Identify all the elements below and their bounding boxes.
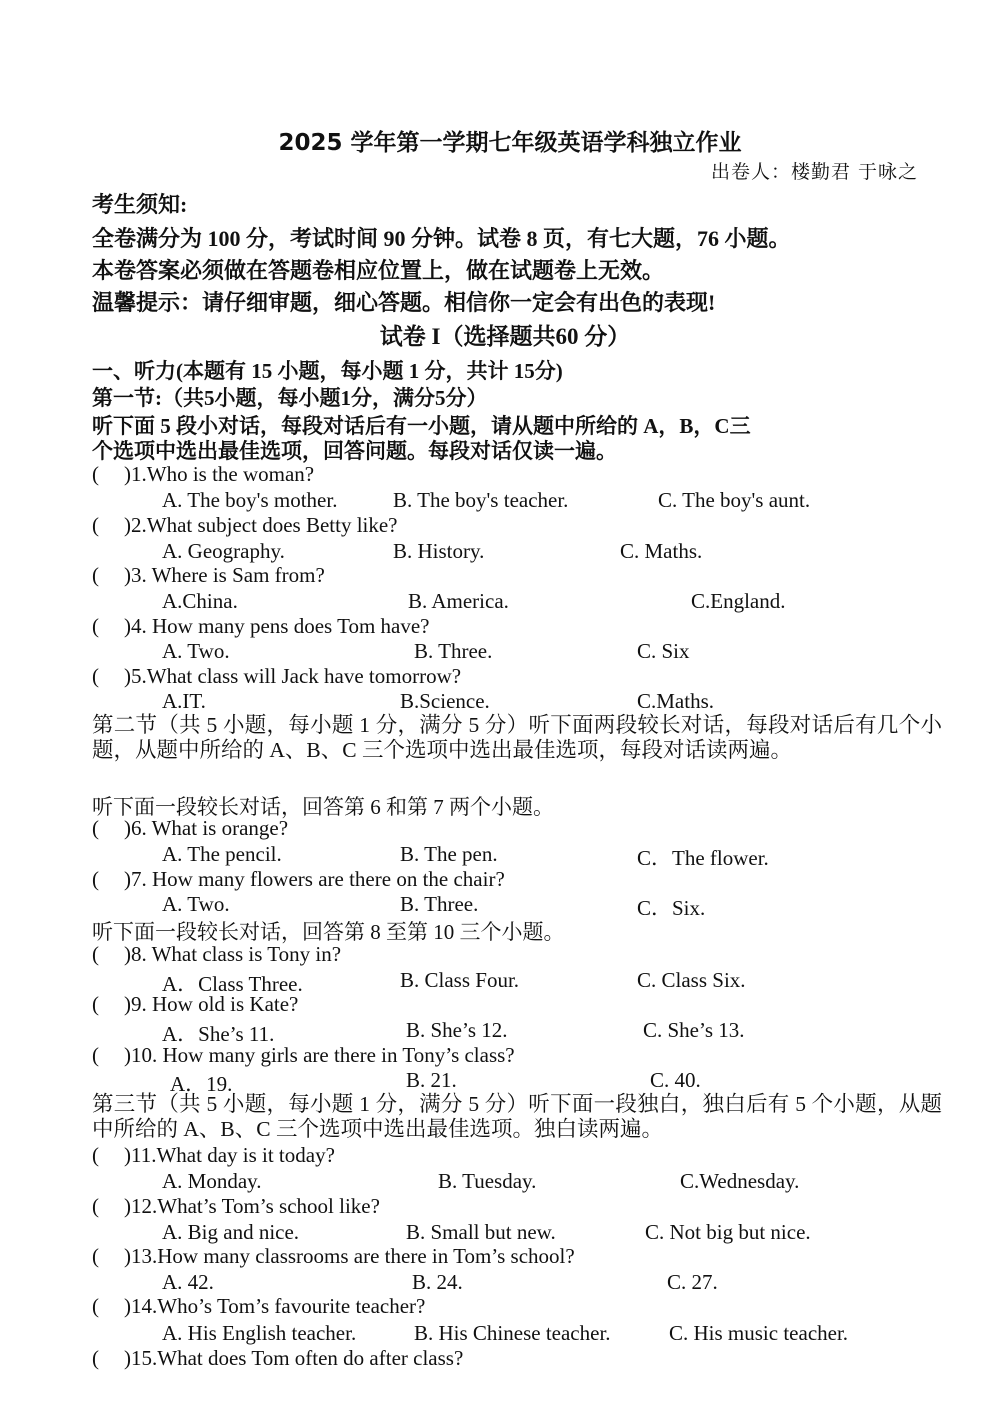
question-3: ( )3. Where is Sam from?	[92, 563, 325, 587]
q13-option-a: A. 42.	[162, 1270, 214, 1294]
answer-blank[interactable]: (	[92, 462, 99, 486]
question-5: ( )5.What class will Jack have tomorrow?	[92, 664, 462, 688]
notice-heading: 考生须知:	[92, 192, 188, 217]
q9-option-c: C. She’s 13.	[643, 1018, 745, 1042]
question-1: ( )1.Who is the woman?	[92, 462, 315, 486]
answer-blank[interactable]: (	[92, 513, 99, 537]
q14-option-c: C. His music teacher.	[669, 1321, 849, 1345]
q14-option-a: A. His English teacher.	[162, 1321, 357, 1345]
q6-option-c: C．The flower.	[637, 846, 769, 870]
answer-blank[interactable]: (	[92, 992, 99, 1016]
answer-blank[interactable]: (	[92, 664, 99, 688]
q14-option-b: B. His Chinese teacher.	[414, 1321, 611, 1345]
answer-blank[interactable]: (	[92, 1346, 99, 1370]
q13-option-c: C. 27.	[667, 1270, 718, 1294]
question-6: ( )6. What is orange?	[92, 816, 289, 840]
question-4: ( )4. How many pens does Tom have?	[92, 614, 430, 638]
section2-instruction: 第二节（共 5 小题，每小题 1 分，满分 5 分）听下面两段较长对话，每段对话后有几个小题，从题中所给的 A、B、C 三个选项中选出最佳选项，每段对话读两遍。	[92, 713, 942, 762]
q2-option-c: C. Maths.	[620, 539, 703, 563]
question-8: ( )8. What class is Tony in?	[92, 942, 342, 966]
question-15: ( )15.What does Tom often do after class?	[92, 1346, 464, 1370]
q2-option-a: A. Geography.	[162, 539, 285, 563]
section2-sub-instruction-1: 听下面一段较长对话，回答第 6 和第 7 两个小题。	[92, 795, 554, 819]
q2-option-b: B. History.	[393, 539, 485, 563]
q10-option-b: B. 21.	[406, 1068, 457, 1092]
question-11: ( )11.What day is it today?	[92, 1143, 335, 1167]
question-7: ( )7. How many flowers are there on the chair?	[92, 867, 505, 891]
section1-instruction-1: 听下面 5 段小对话，每段对话后有一小题，请从题中所给的 A，B，C三	[92, 414, 751, 438]
q12-option-a: A. Big and nice.	[162, 1220, 300, 1244]
answer-blank[interactable]: (	[92, 1143, 99, 1167]
notice-line-1: 全卷满分为 100 分，考试时间 90 分钟。试卷 8 页，有七大题，76 小题。	[92, 226, 791, 251]
answer-blank[interactable]: (	[92, 1294, 99, 1318]
question-9: ( )9. How old is Kate?	[92, 992, 299, 1016]
notice-line-3: 温馨提示：请仔细审题，细心答题。相信你一定会有出色的表现!	[92, 290, 716, 315]
q7-option-a: A. Two.	[162, 892, 230, 916]
question-12: ( )12.What’s Tom’s school like?	[92, 1194, 380, 1218]
q3-option-b: B. America.	[408, 589, 509, 613]
q9-option-b: B. She’s 12.	[406, 1018, 508, 1042]
q5-option-a: A.IT.	[162, 689, 206, 713]
answer-blank[interactable]: (	[92, 942, 99, 966]
question-10: ( )10. How many girls are there in Tony’s class?	[92, 1043, 515, 1067]
answer-blank[interactable]: (	[92, 614, 99, 638]
q5-option-b: B.Science.	[400, 689, 490, 713]
q5-option-c: C.Maths.	[637, 689, 715, 713]
q10-option-c: C. 40.	[650, 1068, 701, 1092]
q13-option-b: B. 24.	[412, 1270, 463, 1294]
section2-sub-instruction-2: 听下面一段较长对话，回答第 8 至第 10 三个小题。	[92, 920, 565, 944]
listening-heading: 一、听力(本题有 15 小题，每小题 1 分，共计 15分)	[92, 359, 563, 383]
answer-blank[interactable]: (	[92, 867, 99, 891]
q4-option-c: C. Six	[637, 639, 690, 663]
notice-line-2: 本卷答案必须做在答题卷相应位置上，做在试题卷上无效。	[92, 258, 665, 283]
part-title: 试卷 I（选择题共60 分）	[379, 324, 631, 349]
q12-option-b: B. Small but new.	[406, 1220, 556, 1244]
q6-option-a: A. The pencil.	[162, 842, 282, 866]
question-2: ( )2.What subject does Betty like?	[92, 513, 398, 537]
q11-option-b: B. Tuesday.	[438, 1169, 537, 1193]
q11-option-a: A. Monday.	[162, 1169, 262, 1193]
question-14: ( )14.Who’s Tom’s favourite teacher?	[92, 1294, 426, 1318]
q10-option-a: A．19.	[170, 1072, 233, 1096]
answer-blank[interactable]: (	[92, 563, 99, 587]
q9-option-a: A．She’s 11.	[162, 1022, 275, 1046]
section1-heading: 第一节:（共5小题，每小题1分，满分5分）	[92, 386, 488, 410]
q4-option-a: A. Two.	[162, 639, 230, 663]
answer-blank[interactable]: (	[92, 1043, 99, 1067]
q12-option-c: C. Not big but nice.	[645, 1220, 811, 1244]
q4-option-b: B. Three.	[414, 639, 493, 663]
q7-option-c: C．Six.	[637, 896, 706, 920]
q11-option-c: C.Wednesday.	[680, 1169, 800, 1193]
q6-option-b: B. The pen.	[400, 842, 498, 866]
exam-author: 出卷人：楼勤君 于咏之	[710, 161, 918, 183]
answer-blank[interactable]: (	[92, 816, 99, 840]
q3-option-a: A.China.	[162, 589, 238, 613]
q1-option-a: A. The boy's mother.	[162, 488, 338, 512]
q1-option-b: B. The boy's teacher.	[393, 488, 569, 512]
exam-title: 2025 学年第一学期七年级英语学科独立作业	[278, 130, 742, 156]
question-13: ( )13.How many classrooms are there in Tom’s school?	[92, 1244, 575, 1268]
section3-instruction: 第三节（共 5 小题，每小题 1 分，满分 5 分）听下面一段独白，独白后有 5 个小题，从题中所给的 A、B、C 三个选项中选出最佳选项。独白读两遍。	[92, 1092, 942, 1141]
answer-blank[interactable]: (	[92, 1194, 99, 1218]
q7-option-b: B. Three.	[400, 892, 479, 916]
q8-option-c: C. Class Six.	[637, 968, 746, 992]
answer-blank[interactable]: (	[92, 1244, 99, 1268]
q8-option-b: B. Class Four.	[400, 968, 520, 992]
section1-instruction-2: 个选项中选出最佳选项，回答问题。每段对话仅读一遍。	[92, 439, 617, 463]
q1-option-c: C. The boy's aunt.	[658, 488, 811, 512]
q8-option-a: A．Class Three.	[162, 972, 303, 996]
q3-option-c: C.England.	[691, 589, 786, 613]
